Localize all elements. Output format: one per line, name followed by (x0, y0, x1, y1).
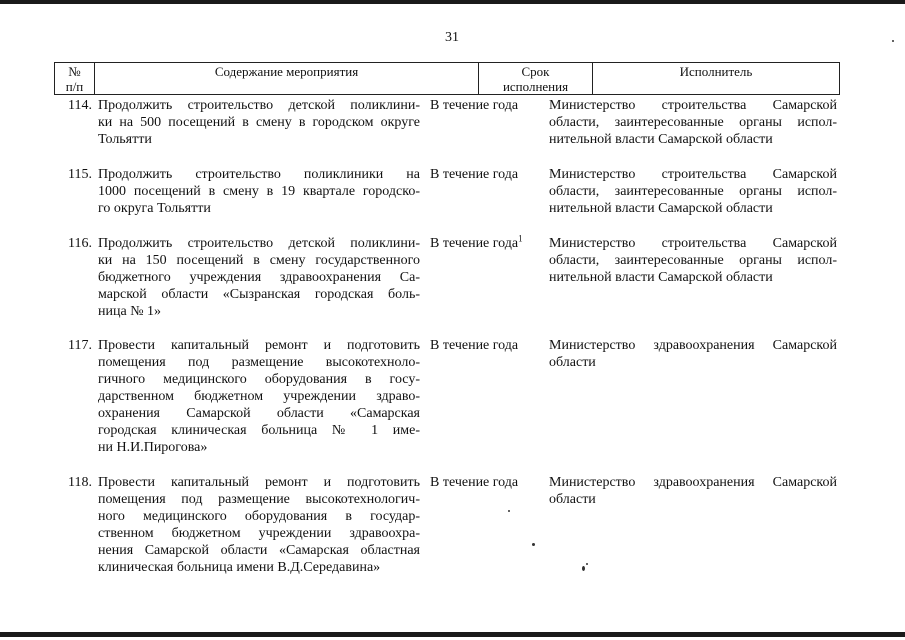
content-line: городская клиническая больница № 1 име- (98, 423, 420, 438)
content-line: ница № 1» (98, 304, 162, 319)
executor-line: Министерство здравоохранения Самарской (549, 475, 837, 490)
executor-line: Министерство строительства Самарской (549, 98, 837, 113)
executor-line: нительной власти Самарской области (549, 201, 773, 216)
content-line: ки на 150 посещений в смену государственного (98, 253, 420, 268)
row-number: 114. (68, 98, 92, 113)
row-content (98, 235, 420, 320)
header-number-column (55, 63, 95, 94)
content-line: гичного медицинского оборудования в госу- (98, 372, 420, 387)
row-term (430, 166, 538, 183)
row-executor (549, 337, 837, 371)
executor-line: области, заинтересованные органы испол- (549, 253, 837, 268)
content-line: Продолжить строительство детской поликлини- (98, 98, 420, 113)
content-line: ки на 500 посещений в смену в городском округе (98, 115, 420, 130)
row-content (98, 97, 420, 148)
executor-line: области (549, 492, 596, 507)
header-term-line: исполнения (502, 79, 569, 94)
content-line: охранения Самарской области «Самарская (98, 406, 420, 421)
content-line: Продолжить строительство детской поликлини- (98, 236, 420, 251)
header-term-line: Срок (521, 64, 550, 79)
executor-line: нительной власти Самарской области (549, 132, 773, 147)
content-line: помещения под размещение высокотехнологич- (98, 492, 420, 507)
header-executor-column: Исполнитель (679, 64, 753, 79)
term-text: В течение года (430, 167, 519, 182)
header-number-line: п/п (65, 79, 84, 94)
header-term-column (479, 63, 593, 94)
term-text: В течение года (430, 236, 519, 251)
page-number: 31 (445, 30, 459, 45)
row-executor (549, 235, 837, 286)
row-term (430, 97, 538, 114)
scan-speck (532, 543, 535, 546)
content-line: клиническая больница имени В.Д.Середавина» (98, 560, 381, 575)
content-line: ни Н.И.Пирогова» (98, 440, 208, 455)
row-executor (549, 474, 837, 508)
scan-speck (508, 510, 510, 512)
row-executor (549, 166, 837, 217)
row-content (98, 166, 420, 217)
row-executor (549, 97, 837, 148)
row-number: 117. (68, 338, 92, 353)
row-number: 115. (68, 167, 92, 182)
executor-line: области, заинтересованные органы испол- (549, 184, 837, 199)
row-number: 118. (68, 475, 92, 490)
content-line: марской области «Сызранская городская боль- (98, 287, 420, 302)
row-term (430, 337, 538, 354)
content-line: Провести капитальный ремонт и подготовить (98, 475, 420, 490)
scan-speck (582, 566, 585, 571)
scan-speck (892, 40, 894, 42)
header-content-column: Содержание мероприятия (95, 63, 479, 94)
footnote-marker: 1 (518, 233, 523, 244)
executor-line: Министерство строительства Самарской (549, 167, 837, 182)
content-line: бюджетного учреждения здравоохранения Са- (98, 270, 420, 285)
term-text: В течение года (430, 338, 519, 353)
content-line: нения Самарской области «Самарская областная (98, 543, 420, 558)
executor-line: области (549, 355, 596, 370)
row-number: 116. (68, 236, 92, 251)
bottom-border-rule (0, 632, 905, 637)
content-line: дарственном бюджетном учреждении здраво- (98, 389, 420, 404)
table-header (54, 62, 840, 95)
content-line: го округа Тольятти (98, 201, 211, 216)
row-content (98, 474, 420, 576)
row-term (430, 235, 538, 252)
term-text: В течение года (430, 98, 519, 113)
content-line: Провести капитальный ремонт и подготовить (98, 338, 420, 353)
executor-line: области, заинтересованные органы испол- (549, 115, 837, 130)
executor-line: Министерство здравоохранения Самарской (549, 338, 837, 353)
content-line: 1000 посещений в смену в 19 квартале городско- (98, 184, 420, 199)
row-content (98, 337, 420, 456)
scan-speck (586, 563, 588, 565)
executor-line: Министерство строительства Самарской (549, 236, 837, 251)
content-line: помещения под размещение высокотехноло- (98, 355, 420, 370)
executor-line: нительной власти Самарской области (549, 270, 773, 285)
row-term (430, 474, 538, 491)
content-line: Тольятти (98, 132, 152, 147)
header-number-line: № (68, 64, 81, 79)
term-text: В течение года (430, 475, 519, 490)
content-line: ственном бюджетном учреждении здравоохра- (98, 526, 420, 541)
content-line: Продолжить строительство поликлиники на (98, 167, 420, 182)
content-line: ного медицинского оборудования в государ- (98, 509, 420, 524)
top-border-rule (0, 0, 905, 4)
